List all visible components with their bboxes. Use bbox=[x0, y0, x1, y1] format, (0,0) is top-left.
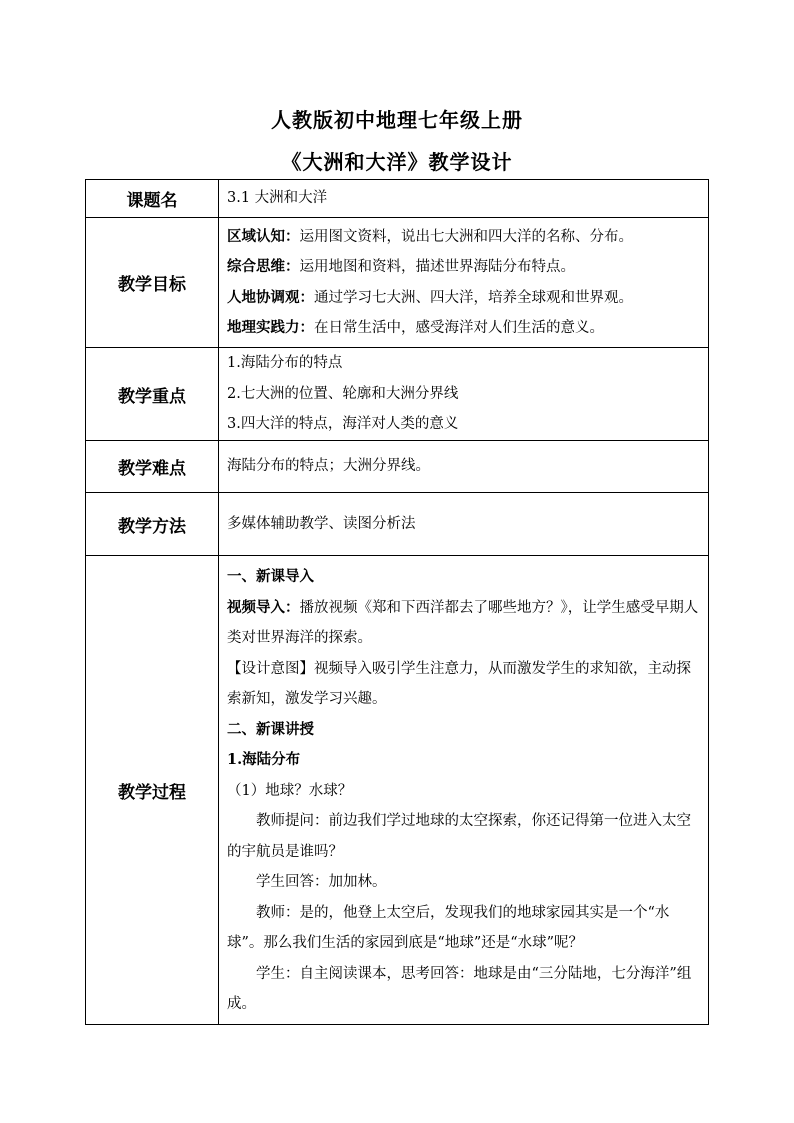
document-subtitle: 《大洲和大洋》教学设计 bbox=[281, 150, 513, 174]
process-content bbox=[219, 556, 709, 1025]
objectives-content bbox=[219, 218, 709, 348]
table-row-methods bbox=[86, 493, 709, 556]
process-label: 教学过程 bbox=[86, 556, 219, 1025]
question-heading: （1）地球？水球？ bbox=[227, 782, 353, 799]
section-heading-intro: 一、新课导入 bbox=[227, 568, 314, 586]
video-intro-paragraph bbox=[227, 593, 700, 654]
objective-text: 运用图文资料，说出七大洲和四大洋的名称、分布。 bbox=[299, 228, 633, 245]
topic-value bbox=[219, 180, 709, 218]
objective-key: 人地协调观： bbox=[227, 288, 314, 306]
objective-key: 综合思维： bbox=[227, 258, 300, 275]
objective-item bbox=[227, 283, 700, 314]
subsection-heading: 1.海陆分布 bbox=[227, 751, 301, 769]
methods-label: 教学方法 bbox=[86, 493, 219, 556]
objective-text: 运用地图和资料，描述世界海陆分布特点。 bbox=[299, 259, 575, 275]
design-intent-key: 【设计意图】 bbox=[227, 660, 314, 677]
difficulties-text: 海陆分布的特点；大洲分界线。 bbox=[227, 458, 430, 475]
difficulties-content bbox=[219, 441, 709, 493]
table-row-objectives bbox=[86, 218, 709, 348]
objective-key: 区域认知： bbox=[227, 227, 300, 245]
teacher-question-paragraph: 教师提问：前边我们学过地球的太空探索，你还记得第一位进入太空的宇航员是谁吗？ bbox=[227, 813, 691, 860]
objective-key: 地理实践力： bbox=[227, 319, 314, 336]
key-points-label: 教学重点 bbox=[86, 348, 219, 441]
key-points-content bbox=[219, 348, 709, 441]
objective-item bbox=[227, 252, 700, 283]
table-row-key-points bbox=[86, 348, 709, 441]
video-intro-key: 视频导入： bbox=[227, 598, 300, 616]
section-heading-teaching: 二、新课讲授 bbox=[227, 720, 314, 738]
key-point-item: 1.海陆分布的特点 bbox=[227, 355, 343, 372]
table-row-process bbox=[86, 556, 709, 1025]
teacher-paragraph: 教师：是的，他登上太空后，发现我们的地球家园其实是一个“水球”。那么我们生活的家园到底是“地球”还是“水球”呢？ bbox=[227, 904, 670, 952]
key-point-item: 3.四大洋的特点，海洋对人类的意义 bbox=[227, 416, 459, 433]
table-row-difficulties bbox=[86, 441, 709, 493]
student-answer-paragraph: 学生回答：加加林。 bbox=[256, 874, 387, 891]
student-paragraph: 学生：自主阅读课本，思考回答：地球是由“三分陆地，七分海洋”组成。 bbox=[227, 965, 692, 1013]
design-intent-paragraph bbox=[227, 654, 700, 715]
document-title: 人教版初中地理七年级上册 bbox=[271, 108, 523, 132]
key-point-item: 2.七大洲的位置、轮廓和大洲分界线 bbox=[227, 385, 459, 402]
topic-text: 3.1 大洲和大洋 bbox=[227, 190, 328, 207]
objective-text: 在日常生活中，感受海洋对人们生活的意义。 bbox=[314, 320, 604, 336]
table-row-topic bbox=[86, 180, 709, 218]
topic-label: 课题名 bbox=[86, 180, 219, 218]
objectives-label: 教学目标 bbox=[86, 218, 219, 348]
objective-text: 通过学习七大洲、四大洋，培养全球观和世界观。 bbox=[314, 289, 633, 306]
objective-item bbox=[227, 313, 700, 344]
difficulties-label: 教学难点 bbox=[86, 441, 219, 493]
lesson-plan-table bbox=[85, 179, 709, 1025]
video-intro-text: 播放视频《郑和下西洋都去了哪些地方？》，让学生感受早期人类对世界海洋的探索。 bbox=[227, 599, 699, 647]
objective-item bbox=[227, 222, 700, 253]
design-intent-text: 视频导入吸引学生注意力，从而激发学生的求知欲，主动探索新知，激发学习兴趣。 bbox=[227, 660, 691, 708]
methods-content bbox=[219, 493, 709, 556]
methods-text: 多媒体辅助教学、读图分析法 bbox=[227, 515, 416, 532]
